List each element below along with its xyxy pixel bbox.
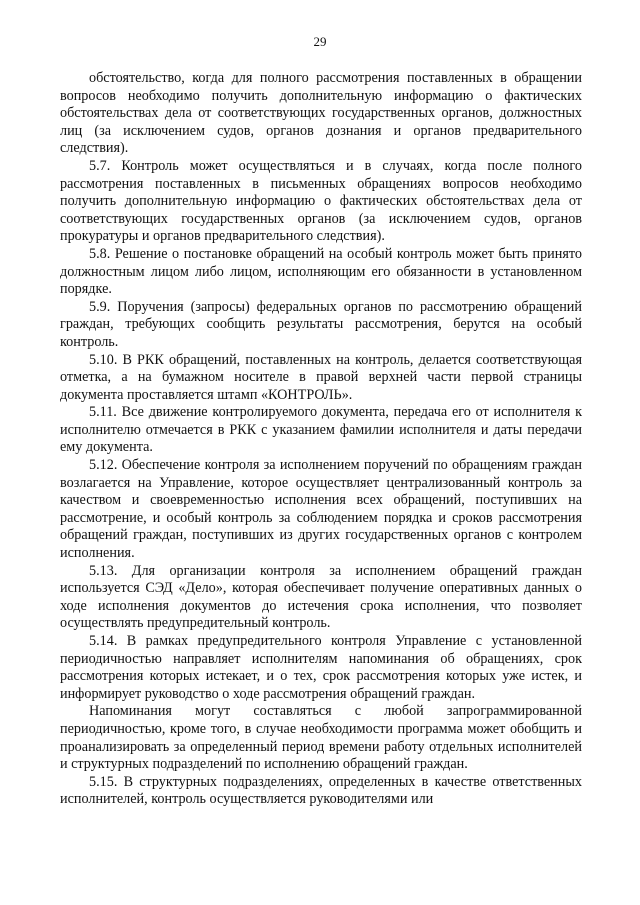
paragraph-5-7: 5.7. Контроль может осуществляться и в случаях, когда после полного рассмотрения поставленных в письменных обращениях вопросов необходимо получить дополнительную информацию о фактических обстоятельствах дела от соответствующих государственных органов (за исключением судов, органов прокуратуры и органов предварительного следствия). xyxy=(60,157,582,245)
paragraph-5-14: 5.14. В рамках предупредительного контроля Управление с установленной периодичностью направляет исполнителям напоминания об обращениях, срок рассмотрения которых истекает, и о тех, срок рассмотрения которых уже истек, и информирует руководство о ходе рассмотрения обращений граждан. xyxy=(60,633,582,702)
paragraph-5-11: 5.11. Все движение контролируемого документа, передача его от исполнителя к исполнителю отмечается в РКК с указанием фамилии исполнителя и даты передачи ему документа. xyxy=(60,404,582,456)
paragraph-5-15: 5.15. В структурных подразделениях, определенных в качестве ответственных исполнителей, контроль осуществляется руководителями или xyxy=(60,773,582,808)
page-number: 29 xyxy=(313,34,327,49)
document-body xyxy=(60,70,582,809)
paragraph-5-10: 5.10. В РКК обращений, поставленных на контроль, делается соответствующая отметка, а на бумажном носителе в правой верхней части первой страницы документа проставляется штамп «КОНТРОЛЬ». xyxy=(60,351,582,403)
paragraph-5-8: 5.8. Решение о постановке обращений на особый контроль может быть принято должностным лицом либо лицом, исполняющим его обязанности в установленном порядке. xyxy=(60,245,582,298)
paragraph-5-12: 5.12. Обеспечение контроля за исполнением поручений по обращениям граждан возлагается на Управление, которое осуществляет централизованный контроль за качеством и своевременностью исполнения всех обращений, поступивших на рассмотрение, и особый контроль за соблюдением порядка и сроков рассмотрения обращений граждан, поступивших из других государственных органов с контролем исполнения. xyxy=(60,457,582,562)
paragraph-5-9: 5.9. Поручения (запросы) федеральных органов по рассмотрению обращений граждан, требующих сообщить результаты рассмотрения, берутся на особый контроль. xyxy=(60,298,582,350)
paragraph-reminders: Напоминания могут составляться с любой запрограммированной периодичностью, кроме того, в случае необходимости программа может обобщить и проанализировать за определенный период времени работу отдельных исполнителей и структурных подразделений по исполнению обращений граждан. xyxy=(60,703,582,773)
paragraph-continuation: обстоятельство, когда для полного рассмотрения поставленных в обращении вопросов необходимо получить дополнительную информацию о фактических обстоятельствах дела от соответствующих государственных органов, должностных лиц (за исключением судов, органов дознания и органов предварительного следствия). xyxy=(60,70,582,157)
paragraph-5-13: 5.13. Для организации контроля за исполнением обращений граждан используется СЭД «Дело», которая обеспечивает получение оперативных данных о ходе исполнения документов до истечения срока исполнения, что позволяет осуществлять предупредительный контроль. xyxy=(60,562,582,632)
